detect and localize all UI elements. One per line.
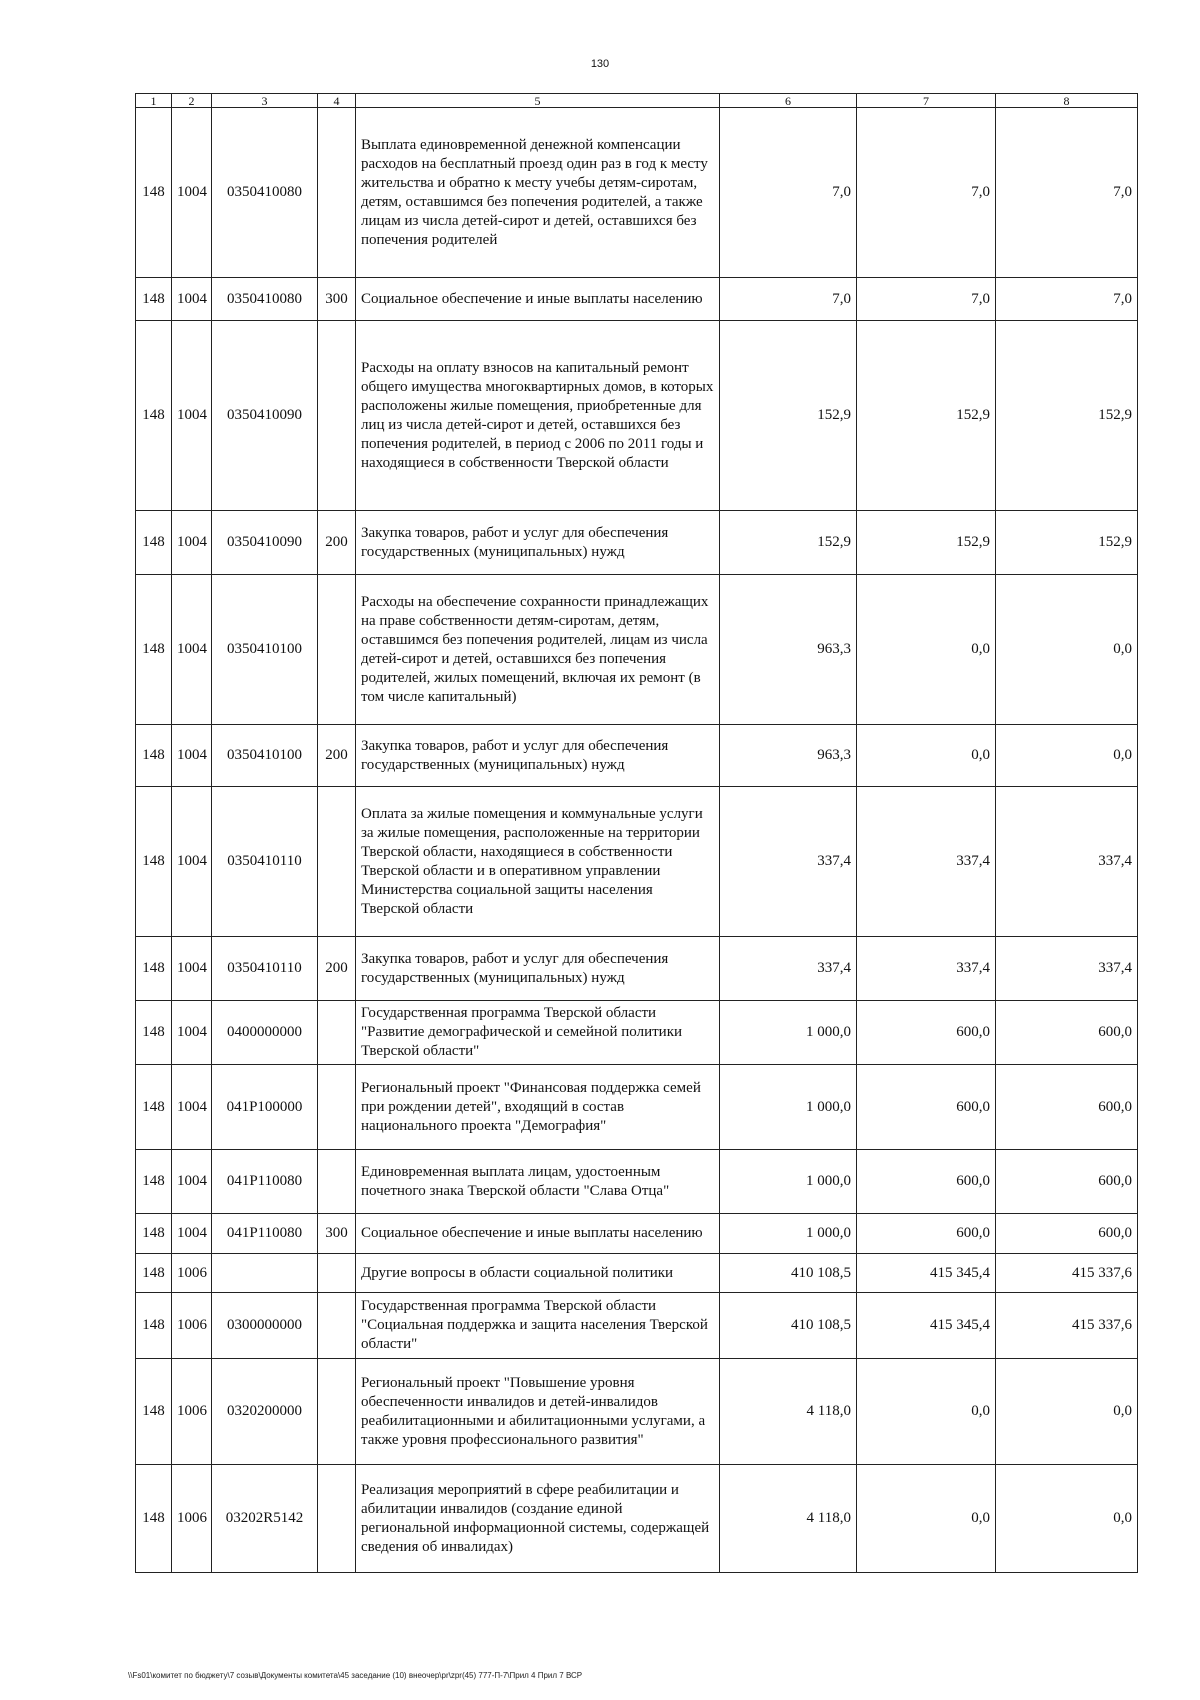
table-row [136,511,1138,575]
cell-expense-type [318,1359,356,1465]
table-row [136,108,1138,278]
cell-amount-col7: 152,9 [857,511,996,575]
cell-target-article: 041P110080 [212,1150,318,1214]
cell-target-article: 0350410100 [212,575,318,725]
cell-amount-col6: 337,4 [720,787,857,937]
cell-amount-col8: 7,0 [996,278,1138,321]
cell-expense-type [318,321,356,511]
file-path-footer: \\Fs01\комитет по бюджету\7 созыв\Документы комитета\45 заседание (10) внеочер\pr\zpr(45) 777-П-7\Прил 4 Прил 7 ВСР [128,1671,583,1680]
cell-description: Оплата за жилые помещения и коммунальные услуги за жилые помещения, расположенные на территории Тверской области, находящиеся в собственности Тверской области и в оперативном управлении Министерства социальной защиты населения Тверской области [356,787,720,937]
cell-amount-col6: 410 108,5 [720,1254,857,1293]
table-row [136,1254,1138,1293]
column-header-1: 1 [136,94,172,108]
cell-amount-col6: 963,3 [720,575,857,725]
cell-target-article: 041P100000 [212,1065,318,1150]
budget-table [135,93,1138,1573]
table-row [136,1359,1138,1465]
cell-amount-col8: 337,4 [996,937,1138,1001]
cell-description: Региональный проект "Финансовая поддержка семей при рождении детей", входящий в состав национального проекта "Демография" [356,1065,720,1150]
cell-amount-col8: 0,0 [996,725,1138,787]
cell-description: Государственная программа Тверской области "Социальная поддержка и защита населения Тверской области" [356,1293,720,1359]
table-row [136,278,1138,321]
cell-admin-code: 148 [136,321,172,511]
cell-description: Региональный проект "Повышение уровня обеспеченности инвалидов и детей-инвалидов реабилитационными и абилитационными услугами, а также уровня профессионального развития" [356,1359,720,1465]
cell-section-code: 1004 [172,1150,212,1214]
column-header-6: 6 [720,94,857,108]
cell-amount-col6: 410 108,5 [720,1293,857,1359]
table-row [136,1001,1138,1065]
cell-expense-type: 200 [318,937,356,1001]
table-row [136,1065,1138,1150]
table-row [136,1293,1138,1359]
cell-admin-code: 148 [136,1001,172,1065]
cell-admin-code: 148 [136,1465,172,1573]
cell-amount-col6: 152,9 [720,321,857,511]
cell-section-code: 1004 [172,1065,212,1150]
cell-admin-code: 148 [136,278,172,321]
cell-amount-col6: 1 000,0 [720,1150,857,1214]
cell-amount-col6: 1 000,0 [720,1001,857,1065]
cell-section-code: 1006 [172,1254,212,1293]
cell-section-code: 1006 [172,1359,212,1465]
cell-amount-col8: 337,4 [996,787,1138,937]
cell-description: Выплата единовременной денежной компенсации расходов на бесплатный проезд один раз в год к месту жительства и обратно к месту учебы детям-сиротам, детям, оставшимся без попечения родителей, а также лицам из числа детей-сирот и детей, оставшихся без попечения родителей [356,108,720,278]
page-number: 130 [590,58,610,70]
cell-section-code: 1004 [172,1001,212,1065]
cell-expense-type [318,1465,356,1573]
cell-admin-code: 148 [136,1359,172,1465]
cell-expense-type [318,1293,356,1359]
cell-target-article: 0300000000 [212,1293,318,1359]
table-header-row [136,94,1138,108]
cell-admin-code: 148 [136,1065,172,1150]
cell-amount-col7: 0,0 [857,1465,996,1573]
column-header-4: 4 [318,94,356,108]
cell-amount-col7: 600,0 [857,1065,996,1150]
cell-amount-col6: 337,4 [720,937,857,1001]
cell-admin-code: 148 [136,1293,172,1359]
table-row [136,1214,1138,1254]
cell-target-article: 0350410100 [212,725,318,787]
cell-section-code: 1004 [172,575,212,725]
column-header-2: 2 [172,94,212,108]
cell-amount-col8: 600,0 [996,1150,1138,1214]
cell-expense-type: 200 [318,725,356,787]
cell-description: Другие вопросы в области социальной политики [356,1254,720,1293]
cell-amount-col6: 963,3 [720,725,857,787]
cell-amount-col6: 7,0 [720,108,857,278]
cell-target-article: 0320200000 [212,1359,318,1465]
cell-amount-col7: 152,9 [857,321,996,511]
cell-admin-code: 148 [136,1150,172,1214]
cell-admin-code: 148 [136,511,172,575]
cell-amount-col8: 0,0 [996,1359,1138,1465]
cell-amount-col8: 415 337,6 [996,1254,1138,1293]
cell-target-article: 03202R5142 [212,1465,318,1573]
cell-description: Закупка товаров, работ и услуг для обеспечения государственных (муниципальных) нужд [356,511,720,575]
cell-target-article: 0400000000 [212,1001,318,1065]
cell-description: Закупка товаров, работ и услуг для обеспечения государственных (муниципальных) нужд [356,725,720,787]
cell-section-code: 1004 [172,1214,212,1254]
cell-target-article: 0350410080 [212,278,318,321]
table-row [136,725,1138,787]
cell-description: Социальное обеспечение и иные выплаты населению [356,1214,720,1254]
cell-admin-code: 148 [136,937,172,1001]
cell-amount-col8: 152,9 [996,511,1138,575]
cell-amount-col7: 0,0 [857,1359,996,1465]
column-header-7: 7 [857,94,996,108]
cell-amount-col7: 0,0 [857,575,996,725]
cell-section-code: 1004 [172,511,212,575]
column-header-8: 8 [996,94,1138,108]
table-row [136,321,1138,511]
cell-admin-code: 148 [136,1254,172,1293]
cell-admin-code: 148 [136,725,172,787]
cell-target-article: 0350410080 [212,108,318,278]
cell-expense-type [318,1065,356,1150]
cell-amount-col7: 337,4 [857,937,996,1001]
cell-expense-type: 300 [318,278,356,321]
cell-target-article: 0350410090 [212,321,318,511]
cell-description: Реализация мероприятий в сфере реабилитации и абилитации инвалидов (создание единой региональной информационной системы, содержащей сведения об инвалидах) [356,1465,720,1573]
cell-expense-type [318,108,356,278]
table-row [136,1150,1138,1214]
cell-amount-col7: 0,0 [857,725,996,787]
cell-target-article: 0350410090 [212,511,318,575]
cell-amount-col6: 7,0 [720,278,857,321]
cell-admin-code: 148 [136,787,172,937]
table-row [136,937,1138,1001]
cell-expense-type: 300 [318,1214,356,1254]
cell-amount-col7: 600,0 [857,1150,996,1214]
cell-expense-type [318,1001,356,1065]
cell-admin-code: 148 [136,1214,172,1254]
cell-amount-col6: 4 118,0 [720,1359,857,1465]
table-row [136,787,1138,937]
cell-expense-type [318,1150,356,1214]
cell-amount-col7: 7,0 [857,278,996,321]
cell-target-article: 0350410110 [212,937,318,1001]
cell-description: Социальное обеспечение и иные выплаты населению [356,278,720,321]
cell-expense-type [318,1254,356,1293]
cell-expense-type: 200 [318,511,356,575]
cell-section-code: 1004 [172,787,212,937]
cell-amount-col7: 600,0 [857,1001,996,1065]
cell-amount-col6: 4 118,0 [720,1465,857,1573]
cell-section-code: 1004 [172,321,212,511]
cell-amount-col6: 152,9 [720,511,857,575]
table-row [136,1465,1138,1573]
cell-target-article [212,1254,318,1293]
table-row [136,575,1138,725]
cell-section-code: 1006 [172,1293,212,1359]
cell-description: Закупка товаров, работ и услуг для обеспечения государственных (муниципальных) нужд [356,937,720,1001]
cell-section-code: 1004 [172,725,212,787]
cell-amount-col8: 600,0 [996,1214,1138,1254]
column-header-3: 3 [212,94,318,108]
cell-amount-col8: 415 337,6 [996,1293,1138,1359]
cell-amount-col7: 7,0 [857,108,996,278]
cell-section-code: 1004 [172,937,212,1001]
cell-amount-col7: 337,4 [857,787,996,937]
cell-amount-col6: 1 000,0 [720,1065,857,1150]
cell-description: Расходы на обеспечение сохранности принадлежащих на праве собственности детям-сиротам, детям, оставшимся без попечения родителей, лицам из числа детей-сирот и детей, оставшихся без попечения родителей, жилых помещений, включая их ремонт (в том числе капитальный) [356,575,720,725]
cell-section-code: 1006 [172,1465,212,1573]
cell-target-article: 0350410110 [212,787,318,937]
cell-amount-col7: 600,0 [857,1214,996,1254]
cell-amount-col8: 152,9 [996,321,1138,511]
cell-amount-col8: 600,0 [996,1001,1138,1065]
cell-section-code: 1004 [172,278,212,321]
cell-description: Расходы на оплату взносов на капитальный ремонт общего имущества многоквартирных домов, в которых расположены жилые помещения, приобретенные для лиц из числа детей-сирот и детей, оставшихся без попечения родителей, в период с 2006 по 2011 годы и находящиеся в собственности Тверской области [356,321,720,511]
cell-amount-col8: 0,0 [996,1465,1138,1573]
cell-amount-col8: 0,0 [996,575,1138,725]
cell-amount-col7: 415 345,4 [857,1293,996,1359]
cell-admin-code: 148 [136,108,172,278]
column-header-5: 5 [356,94,720,108]
cell-expense-type [318,575,356,725]
cell-target-article: 041P110080 [212,1214,318,1254]
cell-description: Государственная программа Тверской области "Развитие демографической и семейной политики Тверской области" [356,1001,720,1065]
cell-amount-col8: 7,0 [996,108,1138,278]
cell-section-code: 1004 [172,108,212,278]
cell-amount-col7: 415 345,4 [857,1254,996,1293]
cell-description: Единовременная выплата лицам, удостоенным почетного знака Тверской области "Слава Отца" [356,1150,720,1214]
cell-admin-code: 148 [136,575,172,725]
cell-expense-type [318,787,356,937]
cell-amount-col8: 600,0 [996,1065,1138,1150]
cell-amount-col6: 1 000,0 [720,1214,857,1254]
